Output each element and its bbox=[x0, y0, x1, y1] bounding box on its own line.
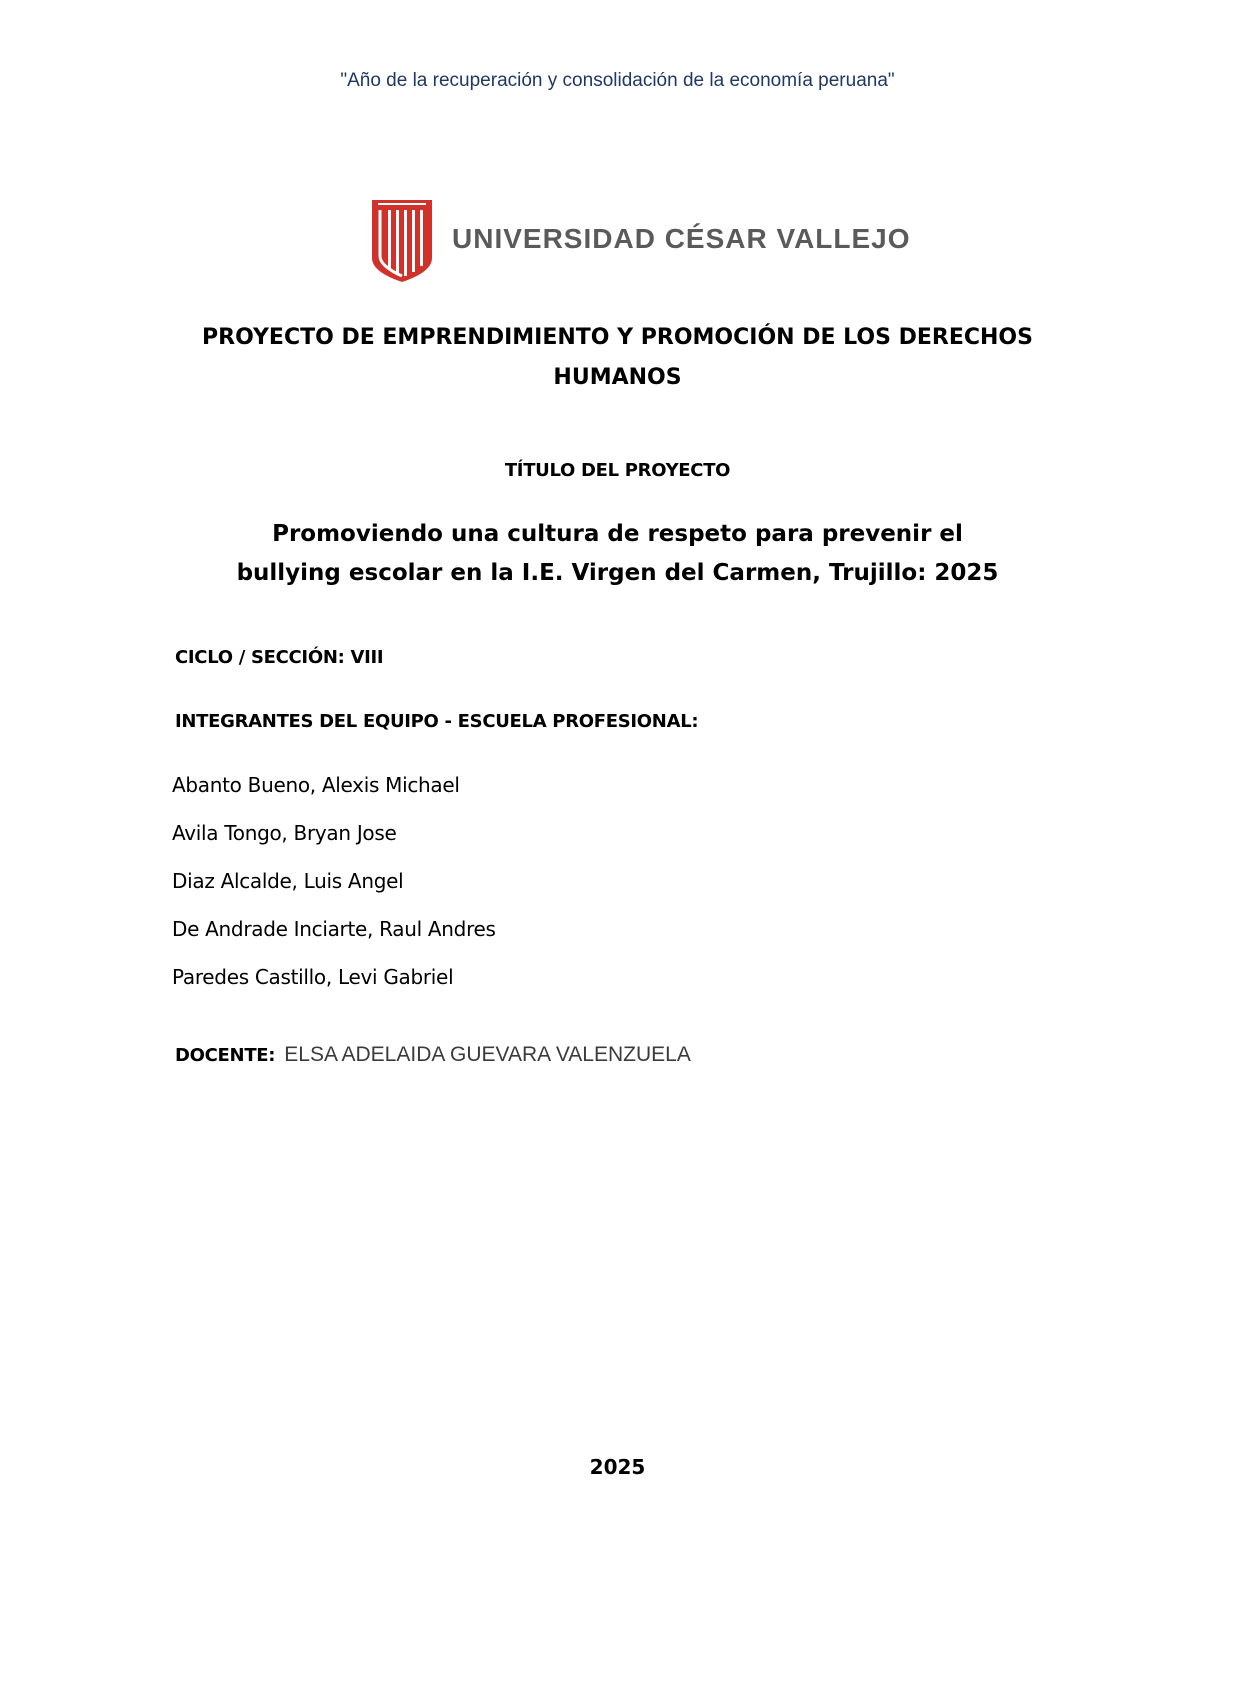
document-year: 2025 bbox=[589, 1455, 646, 1479]
member-item: De Andrade Inciarte, Raul Andres bbox=[172, 917, 496, 941]
members-list bbox=[172, 771, 496, 1011]
member-item: Diaz Alcalde, Luis Angel bbox=[172, 869, 404, 893]
teacher-name: ELSA ADELAIDA GUEVARA VALENZUELA bbox=[284, 1043, 691, 1066]
header-motto: "Año de la recuperación y consolidación de la economía peruana" bbox=[340, 70, 895, 91]
member-item: Avila Tongo, Bryan Jose bbox=[172, 821, 397, 845]
teacher-label: DOCENTE: bbox=[175, 1045, 276, 1066]
university-logo bbox=[370, 198, 911, 284]
teacher-line bbox=[175, 1043, 691, 1067]
cycle-section: CICLO / SECCIÓN: VIII bbox=[175, 647, 384, 668]
university-shield-icon bbox=[370, 198, 911, 284]
member-item: Abanto Bueno, Alexis Michael bbox=[172, 773, 460, 797]
team-heading: INTEGRANTES DEL EQUIPO - ESCUELA PROFESIONAL: bbox=[175, 711, 699, 732]
main-title: PROYECTO DE EMPRENDIMIENTO Y PROMOCIÓN DE LOS DERECHOS HUMANOS bbox=[202, 325, 1033, 390]
project-title-label: TÍTULO DEL PROYECTO bbox=[504, 460, 731, 481]
project-title: Promoviendo una cultura de respeto para prevenir el bullying escolar en la I.E. Virgen del Carmen, Trujillo: 2025 bbox=[236, 521, 999, 586]
logo-wordmark: UNIVERSIDAD CÉSAR VALLEJO bbox=[452, 223, 911, 254]
member-item: Paredes Castillo, Levi Gabriel bbox=[172, 965, 454, 989]
